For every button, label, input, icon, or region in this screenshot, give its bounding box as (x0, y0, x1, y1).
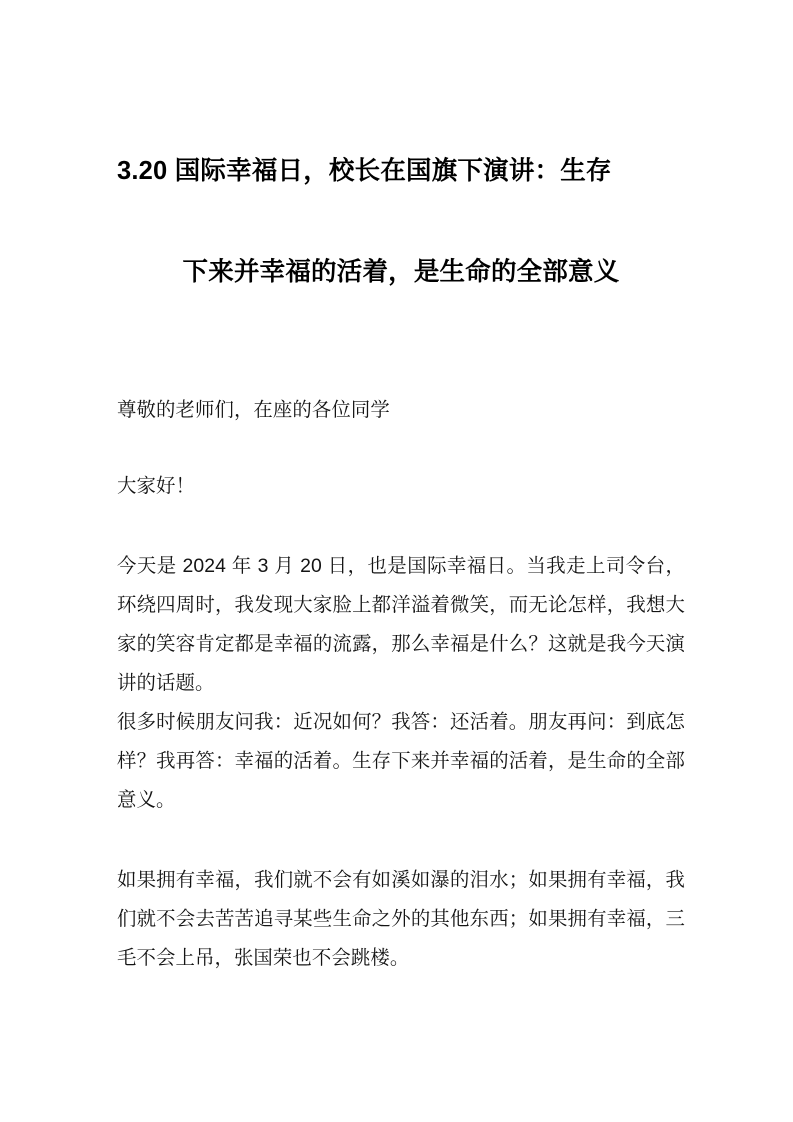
page-title (117, 0, 685, 323)
title-body-spacer (117, 323, 685, 391)
paragraph-body-3: 如果拥有幸福，我们就不会有如溪如瀑的泪水；如果拥有幸福，我们就不会去苦苦追寻某些生命之外的其他东西；如果拥有幸福，三毛不会上吊，张国荣也不会跳楼。 (117, 869, 685, 969)
paragraph-greeting: 尊敬的老师们，在座的各位同学 (117, 399, 390, 421)
paragraph-body-1: 今天是 2024 年 3 月 20 日，也是国际幸福日。当我走上司令台，环绕四周时，我发现大家脸上都洋溢着微笑，而无论怎样，我想大家的笑容肯定都是幸福的流露，那么幸福是什么？这就是我今天演讲的话题。 (117, 555, 685, 694)
body-closing-spacer (117, 820, 685, 861)
paragraph-hello: 大家好！ (117, 475, 195, 497)
paragraph-body-2: 很多时候朋友问我：近况如何？我答：还活着。朋友再问：到底怎样？我再答：幸福的活着。生存下来并幸福的活着，是生命的全部意义。 (117, 711, 685, 811)
page-title-line-1: 3.20 国际幸福日，校长在国旗下演讲：生存 (117, 157, 612, 185)
page-title-line-2: 下来并幸福的活着，是生命的全部意义 (182, 258, 620, 286)
document-content (117, 0, 685, 978)
hello-body-spacer (117, 506, 685, 547)
greeting-hello-spacer (117, 430, 685, 467)
